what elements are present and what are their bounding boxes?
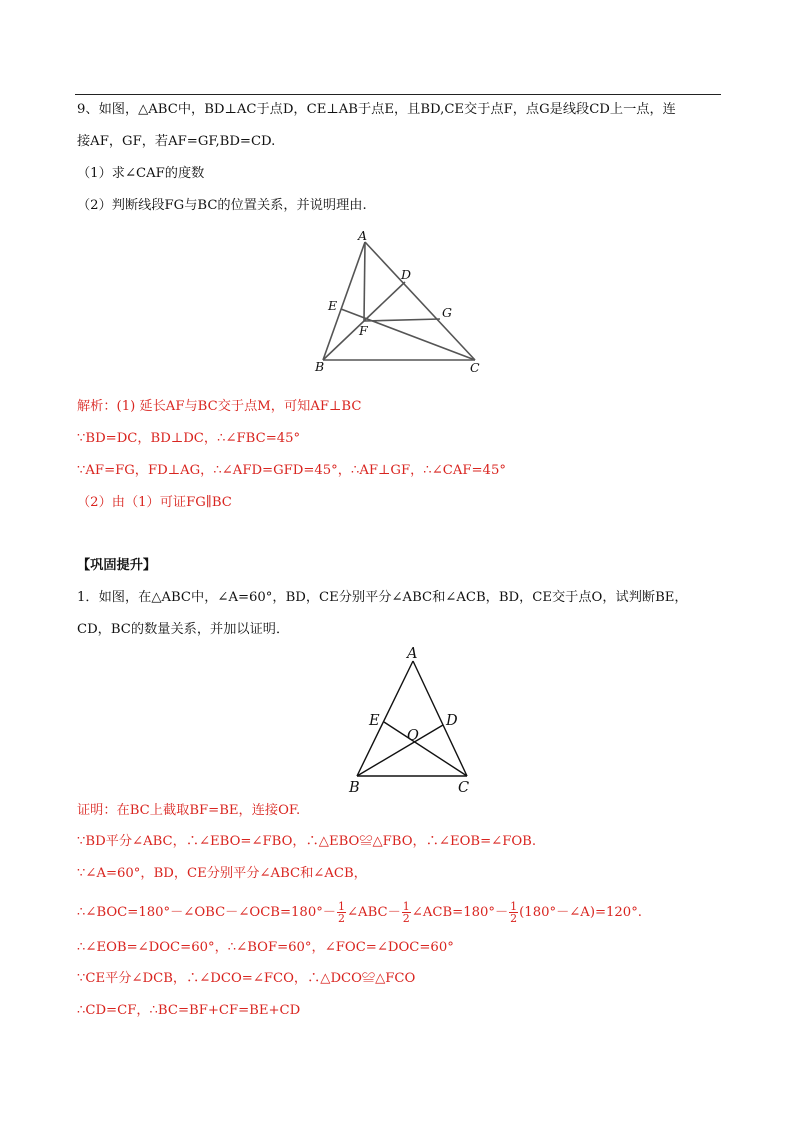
label-a: A (407, 646, 418, 662)
proof-line2: ∵BD平分∠ABC，∴∠EBO=∠FBO，∴△EBO≌△FBO，∴∠EOB=∠FOB. (77, 834, 537, 849)
label-e: E (369, 713, 380, 729)
proof-line4-part1: ∴∠BOC=180°－∠OBC－∠OCB=180°－ (77, 905, 336, 920)
proof-line4-part3: ∠ACB=180°－ (411, 905, 509, 920)
proof-line6: ∵CE平分∠DCB，∴∠DCO=∠FCO，∴△DCO≌△FCO (77, 971, 416, 986)
proof-line7: ∴CD=CF，∴BC=BF+CF=BE+CD (77, 1003, 301, 1018)
label-d: D (401, 267, 412, 282)
triangle-abc-diagram (300, 225, 500, 380)
fraction-half: $\frac{1}{2}$ (402, 900, 410, 925)
problem9-figure (300, 225, 500, 380)
fraction-half: $\frac{1}{2}$ (338, 900, 345, 925)
label-b: B (315, 359, 325, 374)
label-g: G (442, 305, 452, 320)
proof-line1: 证明：在BC上截取BF=BE，连接OF. (77, 803, 301, 818)
segment-ac (365, 242, 475, 360)
label-d: D (446, 713, 458, 729)
problem9-solution-line4: （2）由（1）可证FG∥BC (77, 495, 232, 510)
problem9-solution-line1: 解析：(1) 延长AF与BC交于点M，可知AF⊥BC (77, 399, 362, 414)
label-a: A (358, 228, 368, 243)
section-title: 【巩固提升】 (77, 558, 157, 573)
fraction-half: $\frac{1}{2}$ (510, 900, 518, 925)
equilateral-triangle-diagram (340, 642, 490, 797)
proof-line3: ∵∠A=60°，BD，CE分别平分∠ABC和∠ACB， (77, 866, 367, 881)
problem9-solution-line2: ∵BD=DC，BD⊥DC，∴∠FBC=45° (77, 431, 301, 446)
proof-line4 (77, 901, 727, 924)
proof-line5: ∴∠EOB=∠DOC=60°，∴∠BOF=60°，∠FOC=∠DOC=60° (77, 940, 454, 955)
problem9-stem-line2: 接AF，GF，若AF=GF,BD=CD. (77, 134, 276, 149)
segment-af (364, 242, 365, 321)
label-c: C (470, 360, 480, 375)
label-o: O (407, 728, 419, 744)
problem9-solution-line3: ∵AF=FG，FD⊥AG，∴∠AFD=GFD=45°，∴AF⊥GF，∴∠CAF=45° (77, 463, 506, 478)
problem1-stem-line2: CD，BC的数量关系，并加以证明． (77, 622, 290, 637)
problem1-figure (340, 642, 490, 797)
label-f: F (359, 323, 368, 338)
label-c: C (458, 780, 470, 796)
problem1-stem-line1: 1．如图，在△ABC中，∠A=60°，BD，CE分别平分∠ABC和∠ACB，BD，CE交于点O，试判断BE， (77, 590, 688, 605)
segment-fg (364, 319, 440, 321)
header-rule (75, 94, 721, 95)
problem9-question1: （1）求∠CAF的度数 (77, 166, 205, 181)
problem9-stem-line1: 9、如图，△ABC中，BD⊥AC于点D，CE⊥AB于点E，且BD,CE交于点F，点G是线段CD上一点，连 (77, 102, 676, 117)
proof-line4-part4: (180°－∠A)=120°. (519, 905, 642, 920)
proof-line4-part2: ∠ABC－ (347, 905, 401, 920)
label-b: B (349, 780, 360, 796)
problem9-question2: （2）判断线段FG与BC的位置关系，并说明理由. (77, 198, 367, 213)
label-e: E (328, 298, 338, 313)
